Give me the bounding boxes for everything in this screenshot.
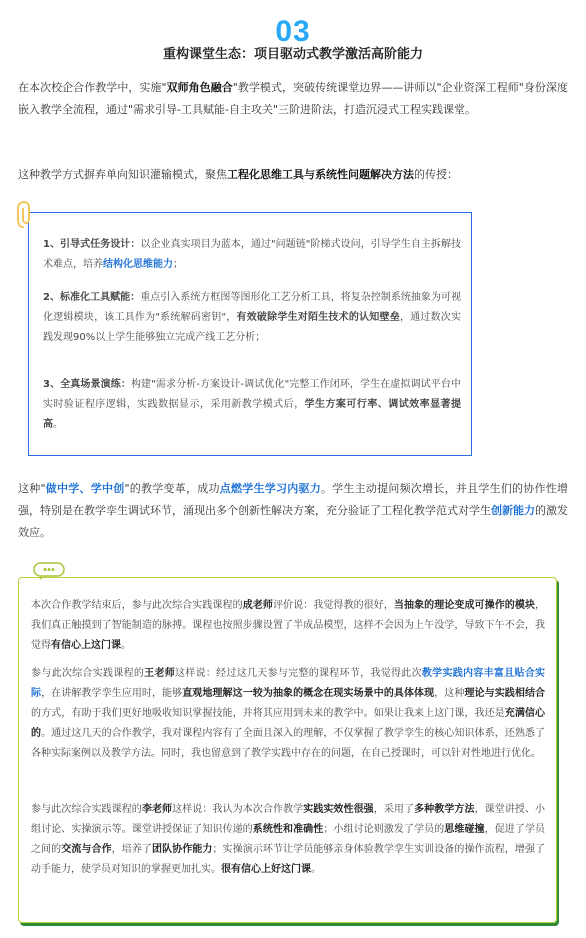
teaching-methods-box — [28, 212, 472, 456]
feedback-item-li: 参与此次综合实践课程的李老师这样说：我认为本次合作教学实践实效性很强，采用了多种教学方法，课堂讲授、小组讨论、实操演示等。课堂讲授保证了知识传递的系统性和准确性；小组讨论则激发了学员的思维碰撞，促进了学员之间的交流与合作，培养了团队协作能力；实操演示环节让学员能够亲身体验教学孪生实训设备的操作流程，增强了动手能力，使学员对知识的掌握更加扎实。很有信心上好这门课。 — [31, 804, 546, 875]
intro-paragraph: 在本次校企合作教学中，实施"双师角色融合"教学模式，突破传统课堂边界——讲师以"企业资深工程师"身份深度嵌入教学全流程，通过"需求引导-工具赋能-自主攻关"三阶进阶法，打造沉浸式工程实践课堂。 — [18, 81, 568, 116]
method-intro-paragraph: 这种教学方式摒弃单向知识灌输模式，聚焦工程化思维工具与系统性问题解决方法的传授： — [18, 168, 458, 181]
method-item-tool-enablement: 2、标准化工具赋能：重点引入系统方框图等图形化工艺分析工具，将复杂控制系统抽象为可视化逻辑模块，该工具作为"系统解码密钥"，有效破除学生对陌生技术的认知壁垒，通过数次实践发现90%以上学生能够独立完成产线工艺分析； — [43, 292, 462, 343]
method-item-scenario-drill: 3、全真场景演练：构建"需求分析-方案设计-调试优化"完整工作闭环，学生在虚拟调试平台中实时验证程序逻辑，实践数据显示，采用新教学模式后，学生方案可行率、调试效率显著提高。 — [43, 379, 462, 430]
paperclip-icon — [16, 201, 36, 229]
outcome-paragraph: 这种"做中学、学中创"的教学变革，成功点燃学生学习内驱力。学生主动提问频次增长，并且学生们的协作性增强，特别是在教学孪生调试环节，涌现出多个创新性解决方案，充分验证了工程化教学范式对学生创新能力的激发效应。 — [18, 482, 569, 539]
section-title: 重构课堂生态：项目驱动式教学激活高阶能力 — [162, 47, 423, 62]
teacher-feedback-box — [18, 577, 557, 923]
feedback-item-cheng: 本次合作教学结束后，参与此次综合实践课程的成老师评价说：我觉得教的很好，当抽象的理论变成可操作的模块，我们真正触摸到了智能制造的脉搏。课程也按照步骤设置了半成品模型，这样不会因为上午没学，导致下午不会，我觉得有信心上这门课。 — [31, 600, 546, 651]
feedback-item-wang: 参与此次综合实践课程的王老师这样说：经过这几天参与完整的课程环节，我觉得此次教学实践内容丰富且贴合实际，在讲解教学孪生应用时，能够直观地理解这一较为抽象的概念在现实场景中的具体体现，这种理论与实践相结合的方式，有助于我们更好地吸收知识掌握技能，并将其应用到未来的教学中。如果让我来上这门课，我还是充满信心的。通过这几天的合作教学，我对课程内容有了全面且深入的理解，不仅掌握了教学孪生的核心知识体系，还熟悉了各种实际案例以及教学方法。同时，我也留意到了教学实践中存在的问题，在自己授课时，可以针对性地进行优化。 — [31, 668, 546, 759]
section-number: 03 — [275, 15, 311, 48]
speech-bubble-icon — [33, 562, 65, 580]
method-item-guided-task: 1、引导式任务设计：以企业真实项目为蓝本，通过"问题链"阶梯式设问，引导学生自主拆解技术难点，培养结构化思维能力； — [43, 239, 461, 270]
